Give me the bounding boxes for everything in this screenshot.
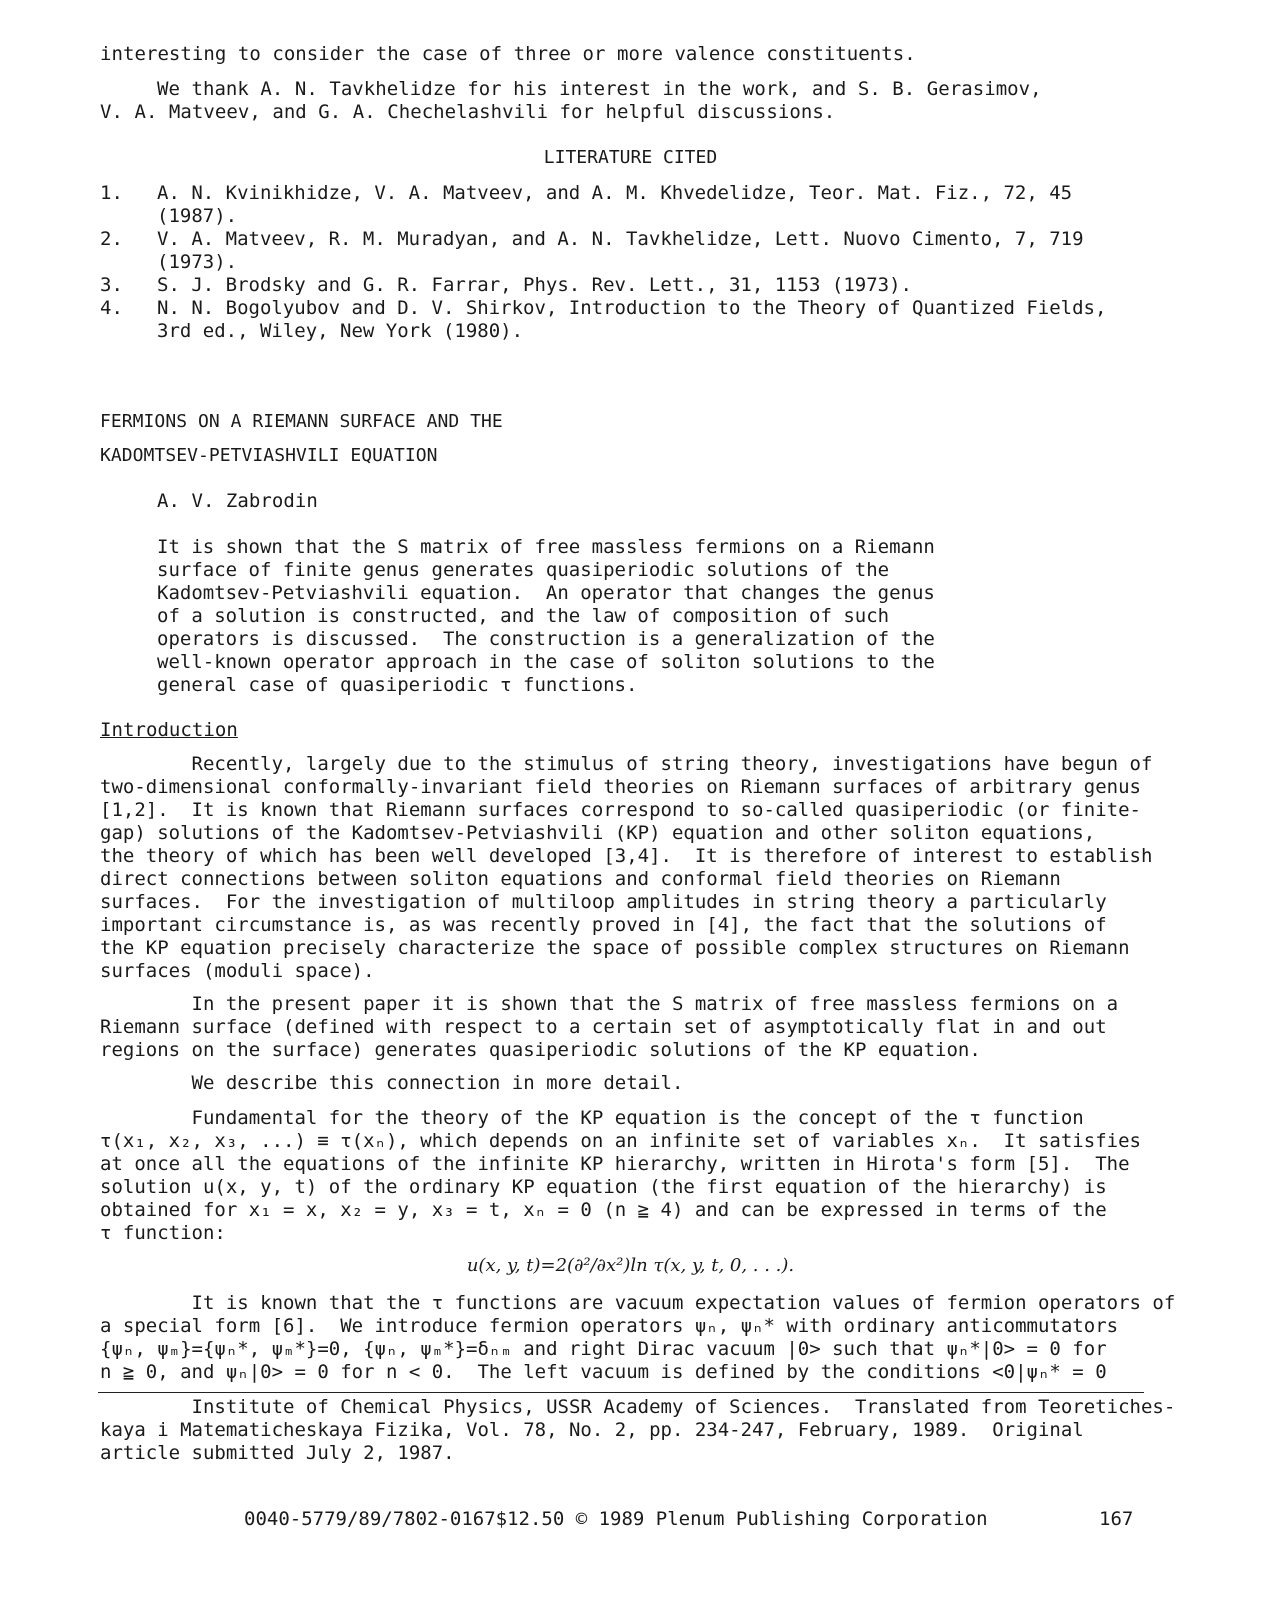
page-number: 167 [1099, 1508, 1134, 1530]
reference-text: N. N. Bogolyubov and D. V. Shirkov, Introduction to the Theory of Quantized Fields, [157, 297, 1107, 319]
reference-text: V. A. Matveev, R. M. Muradyan, and A. N. Tavkhelidze, Lett. Nuovo Cimento, 7, 719 [157, 228, 1084, 250]
abstract: It is shown that the S matrix of free massless fermions on a Riemann surface of finite genus generates quasiperiodic solutions of the Kadomtsev-Petviashvili equation. An operator that changes the genus of a solution is constructed, and the law of composition of such operators is discussed. The construction is a generalization of the well-known operator approach in the case of soliton solutions to the general case of quasiperiodic τ functions. [157, 536, 935, 696]
paragraph: It is known that the τ functions are vacuum expectation values of fermion operators of a special form [6]. We introduce fermion operators ψₙ, ψₙ* with ordinary anticommutators {ψₙ, ψₘ}={ψₙ*, ψₘ*}=0, {ψₙ, ψₘ*}=δₙₘ and right Dirac vacuum |0> such that ψₙ*|0> = 0 for n ≧ 0, and ψₙ|0> = 0 for n < 0. The left vacuum is defined by the conditions <0|ψₙ* = 0 [100, 1292, 1176, 1383]
article-title-line-1: FERMIONS ON A RIEMANN SURFACE AND THE [100, 411, 503, 432]
reference-number: 2. [100, 228, 123, 250]
acknowledgment-line-2: V. A. Matveev, and G. A. Chechelashvili for helpful discussions. [100, 101, 836, 123]
section-heading-introduction: Introduction [100, 719, 238, 741]
reference-text: (1987). [157, 205, 238, 227]
literature-heading: LITERATURE CITED [543, 147, 718, 168]
text-line: interesting to consider the case of three or more valence constituents. [100, 43, 916, 65]
reference-number: 3. [100, 274, 123, 296]
reference-text: S. J. Brodsky and G. R. Farrar, Phys. Rev. Lett., 31, 1153 (1973). [157, 274, 912, 296]
reference-text: (1973). [157, 251, 238, 273]
reference-number: 1. [100, 182, 123, 204]
equation: u(x, y, t)=2(∂²/∂x²)ln τ(x, y, t, 0, . . .). [466, 1255, 795, 1276]
paragraph: Recently, largely due to the stimulus of string theory, investigations have begun of two-dimensional conformally-invariant field theories on Riemann surfaces of arbitrary genus [1,2]. It is known that Riemann surfaces correspond to so-called quasiperiodic (or finite- gap) solutions of the Kadomtsev-Petviashvili (KP) equation and other soliton equations, the theory of which has been well developed [3,4]. It is therefore of interest to establish direct connections between soliton equations and conformal field theories on Riemann surfaces. For the investigation of multiloop amplitudes in string theory a particularly important circumstance is, as was recently proved in [4], the fact that the solutions of the KP equation precisely characterize the space of possible complex structures on Riemann surfaces (moduli space). [100, 753, 1153, 982]
paragraph: In the present paper it is shown that the S matrix of free massless fermions on a Riemann surface (defined with respect to a certain set of asymptotically flat in and out regions on the surface) generates quasiperiodic solutions of the KP equation. [100, 993, 1119, 1061]
paragraph: Fundamental for the theory of the KP equation is the concept of the τ function τ(x₁, x₂, x₃, ...) ≡ τ(xₙ), which depends on an infinite set of variables xₙ. It satisfies at once all the equations of the infinite KP hierarchy, written in Hirota's form [5]. The solution u(x, y, t) of the ordinary KP equation (the first equation of the hierarchy) is obtained for x₁ = x, x₂ = y, x₃ = t, xₙ = 0 (n ≧ 4) and can be expressed in terms of the τ function: [100, 1107, 1141, 1244]
reference-text: A. N. Kvinikhidze, V. A. Matveev, and A. M. Khvedelidze, Teor. Mat. Fiz., 72, 45 [157, 182, 1073, 204]
footnote-divider [98, 1392, 1144, 1393]
reference-text: 3rd ed., Wiley, New York (1980). [157, 320, 524, 342]
author: A. V. Zabrodin [157, 490, 318, 512]
acknowledgment-line-1: We thank A. N. Tavkhelidze for his interest in the work, and S. B. Gerasimov, [157, 78, 1042, 100]
article-title-line-2: KADOMTSEV-PETVIASHVILI EQUATION [100, 445, 438, 466]
reference-number: 4. [100, 297, 123, 319]
paragraph: We describe this connection in more detail. [100, 1072, 684, 1094]
footnote: Institute of Chemical Physics, USSR Academy of Sciences. Translated from Teoretiches- kaya i Matematicheskaya Fizika, Vol. 78, No. 2, pp. 234-247, February, 1989. Original article submitted July 2, 1987. [100, 1396, 1176, 1464]
publication-code: 0040-5779/89/7802-0167$12.50 © 1989 Plenum Publishing Corporation [244, 1508, 988, 1530]
